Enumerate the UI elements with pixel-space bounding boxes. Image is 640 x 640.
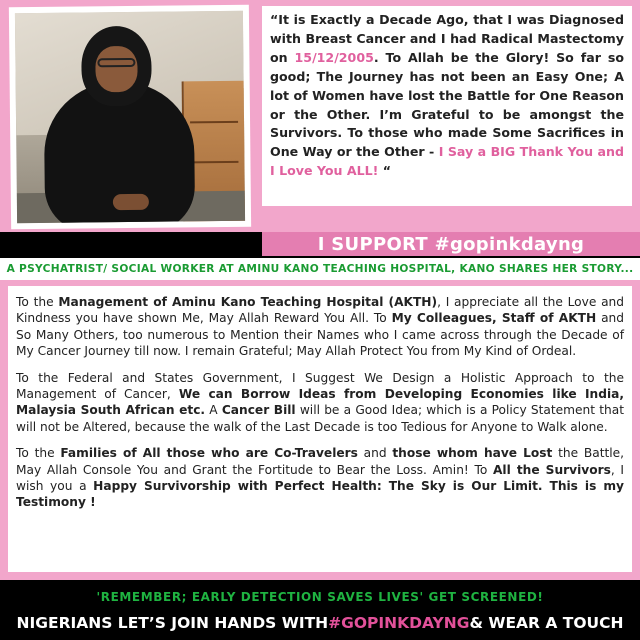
support-title — [318, 234, 585, 255]
portrait-photo — [15, 11, 245, 223]
person-face — [95, 46, 137, 92]
p3-t3: the Battle, May Allah Console You and Grant the Fortitude to Bear the Loss. Amin! To — [16, 446, 625, 477]
cta-tail: & WEAR A TOUCH — [469, 614, 624, 632]
support-hashtag: #gopinkdayng — [434, 233, 585, 255]
p2-t1: To the Federal and States Government, I Suggest We Design a Holistic Approach to the Management of Cancer, — [16, 370, 624, 402]
screening-reminder: 'REMEMBER; EARLY DETECTION SAVES LIVES' GET SCREENED! — [96, 590, 544, 604]
paragraph-government — [16, 370, 624, 436]
body-section — [0, 280, 640, 580]
p2-b1: We can Borrow Ideas from Developing Economies like India, Malaysia South African etc. — [16, 387, 624, 418]
p3-b4: Happy Survivorship with Perfect Health: The Sky is Our Limit. This is my Testimony ! — [16, 479, 624, 510]
p2-t2: A — [205, 403, 222, 418]
diagnosis-date: 15/12/2005 — [294, 49, 374, 65]
p3-t2: and — [357, 446, 393, 461]
person-hands — [113, 194, 149, 210]
p1-t3: and So Many Others, too numerous to Mention their Names who I came across through the Decade of My Cancer Journey till now. I remain Grateful; May Allah Protect You from My Kind of Ordeal. — [16, 311, 625, 359]
p3-t4: , I wish you a — [16, 462, 624, 494]
support-lead: I SUPPORT — [317, 233, 435, 255]
paragraph-akth — [16, 294, 624, 360]
quote-part2: . To Allah be the Glory! So far so good; The Journey has not been an Easy One; A lot of Women have lost the Battle for One Reason or the Other. I’m Grateful to be amongst the Survivors. To those who made Some Sacrifices in One Way or the Other - — [270, 49, 624, 160]
cta-lead: NIGERIANS LET’S JOIN HANDS WITH — [16, 614, 329, 632]
p3-b1: Families of All those who are Co-Travelers — [60, 446, 358, 461]
quote-close: “ — [378, 163, 392, 179]
paragraph-families — [16, 445, 624, 511]
story-subtitle: A PSYCHATRIST/ SOCIAL WORKER AT AMINU KANO TEACHING HOSPITAL, KANO SHARES HER STORY... — [0, 258, 640, 280]
p1-b2: My Colleagues, Staff of AKTH — [391, 311, 597, 326]
p3-b3: All the Survivors — [493, 462, 611, 477]
p2-b2: Cancer Bill — [221, 403, 296, 418]
support-banner — [262, 232, 640, 256]
p2-t3: will be a Good Idea; which is a Policy Statement that will not be Altered, because the walk of the Last Decade is too Tedious for Anyone to Walk alone. — [16, 403, 625, 434]
quote-thanks: I Say a BIG Thank You and I Love You ALL! — [270, 144, 624, 179]
quote-card — [262, 6, 632, 206]
p1-t2: , I appreciate all the Love and Kindness you have shown Me, May Allah Reward You All. To — [16, 295, 625, 326]
portrait-photo-frame — [9, 5, 251, 230]
glasses — [97, 58, 135, 67]
body-card — [8, 286, 632, 572]
testimony-quote — [270, 11, 624, 181]
p3-t1: To the — [16, 446, 61, 461]
quote-part1: “It is Exactly a Decade Ago, that I was Diagnosed with Breast Cancer and I had Radical Mastectomy on — [270, 12, 624, 65]
call-to-action — [0, 608, 640, 638]
cta-hashtag: #GOPINKDAYNG — [328, 614, 470, 632]
p1-b1: Management of Aminu Kano Teaching Hospital (AKTH) — [58, 295, 438, 309]
p1-t1: To the — [16, 295, 59, 309]
top-section — [0, 0, 640, 232]
p3-b2: those whom have Lost — [392, 446, 553, 461]
